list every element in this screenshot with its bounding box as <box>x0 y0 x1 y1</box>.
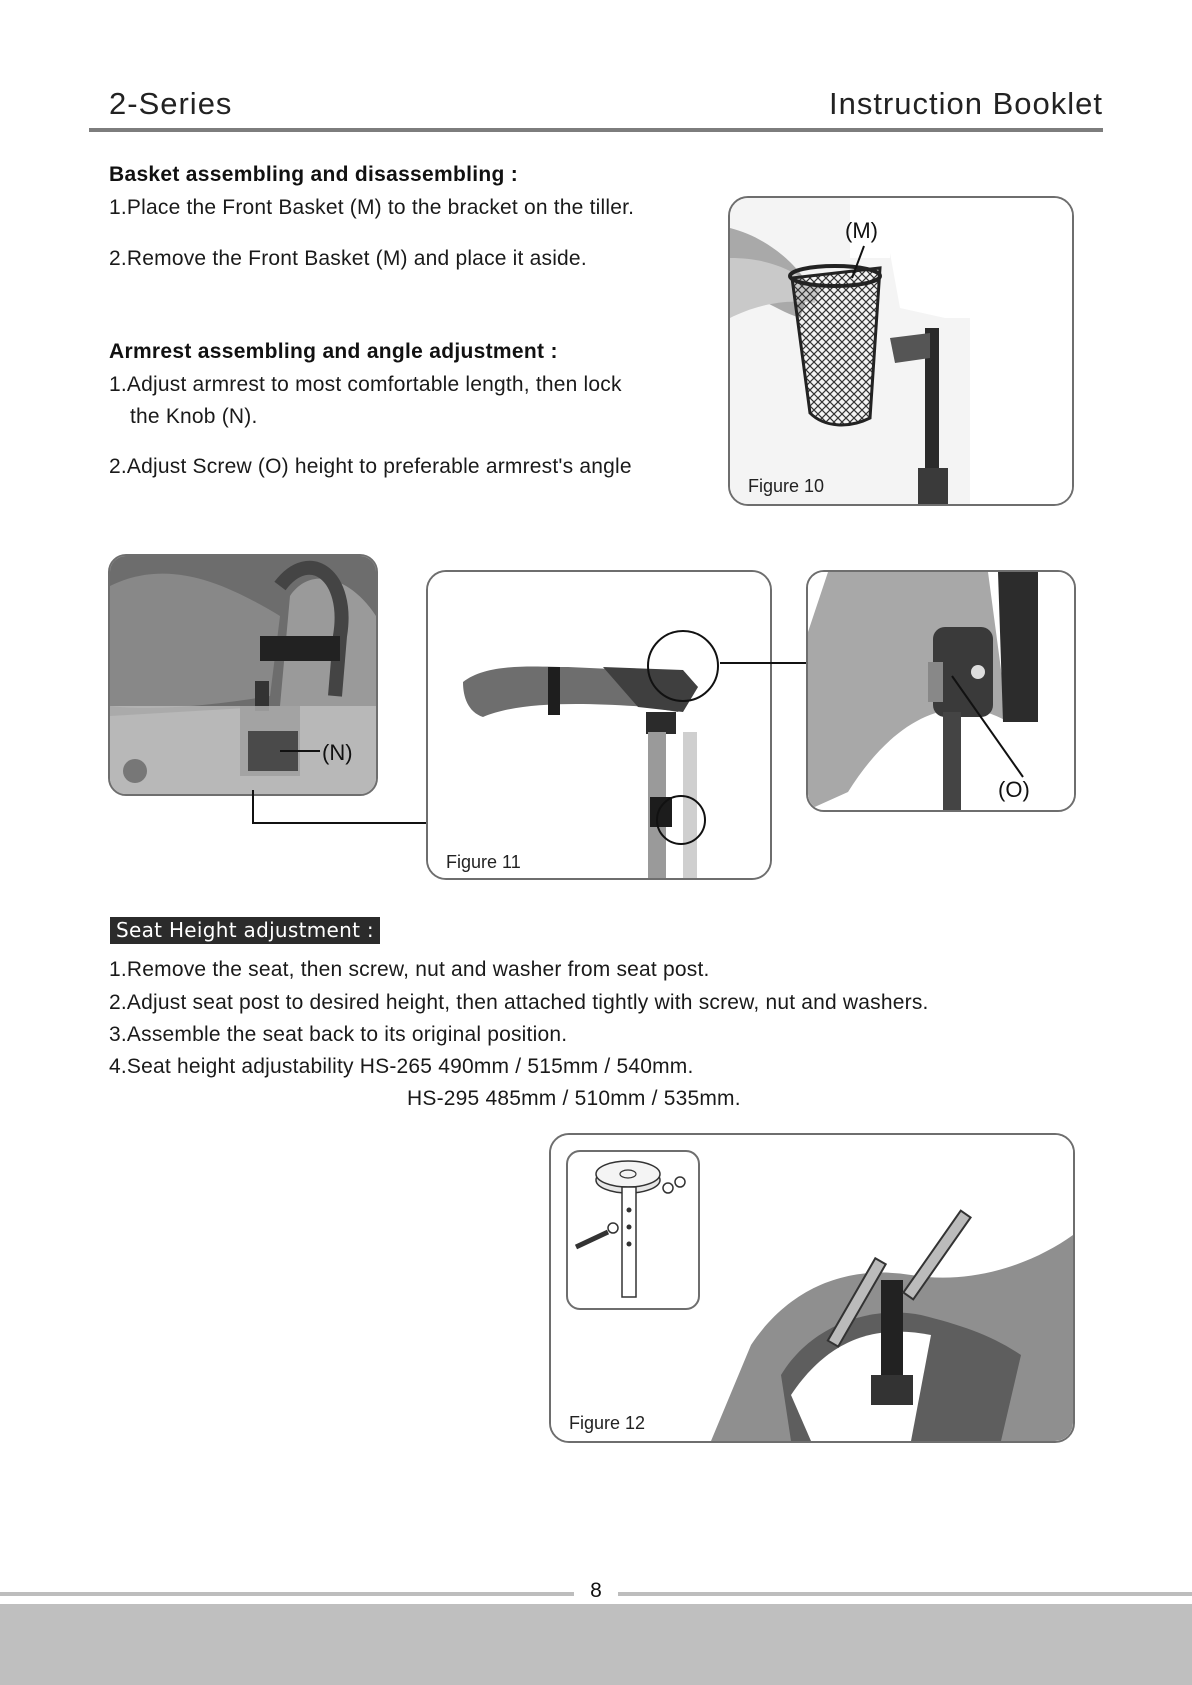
armrest-heading: Armrest assembling and angle adjustment : <box>109 340 558 363</box>
footer-band <box>0 1604 1192 1685</box>
seat-step-4-continued: HS-295 485mm / 510mm / 535mm. <box>407 1087 741 1110</box>
label-o-leader <box>948 672 1028 782</box>
figure-12-inset <box>566 1150 700 1310</box>
label-m-leader <box>848 244 868 280</box>
footer-line-left <box>0 1592 574 1596</box>
booklet-title: Instruction Booklet <box>828 86 1103 121</box>
footer-line-right <box>618 1592 1192 1596</box>
figure-10-caption: Figure 10 <box>748 476 825 496</box>
label-m: (M) <box>845 218 878 243</box>
seat-height-badge: Seat Height adjustment : <box>110 917 380 944</box>
seat-step-1: 1.Remove the seat, then screw, nut and washer from seat post. <box>109 958 710 981</box>
label-n-leader <box>280 746 320 756</box>
figure-11-caption: Figure 11 <box>446 852 521 872</box>
armrest-step-1-line-1: 1.Adjust armrest to most comfortable length, then lock <box>109 373 622 396</box>
series-title: 2-Series <box>109 86 233 121</box>
basket-step-1: 1.Place the Front Basket (M) to the bracket on the tiller. <box>109 196 635 219</box>
basket-illustration <box>730 198 1072 504</box>
seat-step-2: 2.Adjust seat post to desired height, then attached tightly with screw, nut and washers. <box>109 991 929 1014</box>
label-o: (O) <box>998 777 1030 802</box>
figure-11-right-panel <box>806 570 1076 812</box>
seat-post-parts-icon <box>568 1152 698 1308</box>
armrest-illustration <box>428 572 770 878</box>
basket-step-2: 2.Remove the Front Basket (M) and place it aside. <box>109 247 587 270</box>
connector-line-o <box>720 658 810 668</box>
page-number: 8 <box>590 1579 602 1602</box>
figure-12-caption: Figure 12 <box>569 1413 646 1433</box>
seat-step-3: 3.Assemble the seat back to its original position. <box>109 1023 568 1046</box>
label-n: (N) <box>322 740 353 765</box>
header-rule <box>89 128 1103 132</box>
figure-10-frame <box>728 196 1074 506</box>
figure-11-center-panel <box>426 570 772 880</box>
armrest-screw-illustration <box>808 572 1074 810</box>
basket-heading: Basket assembling and disassembling : <box>109 163 519 186</box>
armrest-step-1-line-2: the Knob (N). <box>130 405 258 428</box>
armrest-step-2: 2.Adjust Screw (O) height to preferable armrest's angle <box>109 455 632 478</box>
figure-12-frame <box>549 1133 1075 1443</box>
seat-step-4: 4.Seat height adjustability HS-265 490mm / 515mm / 540mm. <box>109 1055 694 1078</box>
